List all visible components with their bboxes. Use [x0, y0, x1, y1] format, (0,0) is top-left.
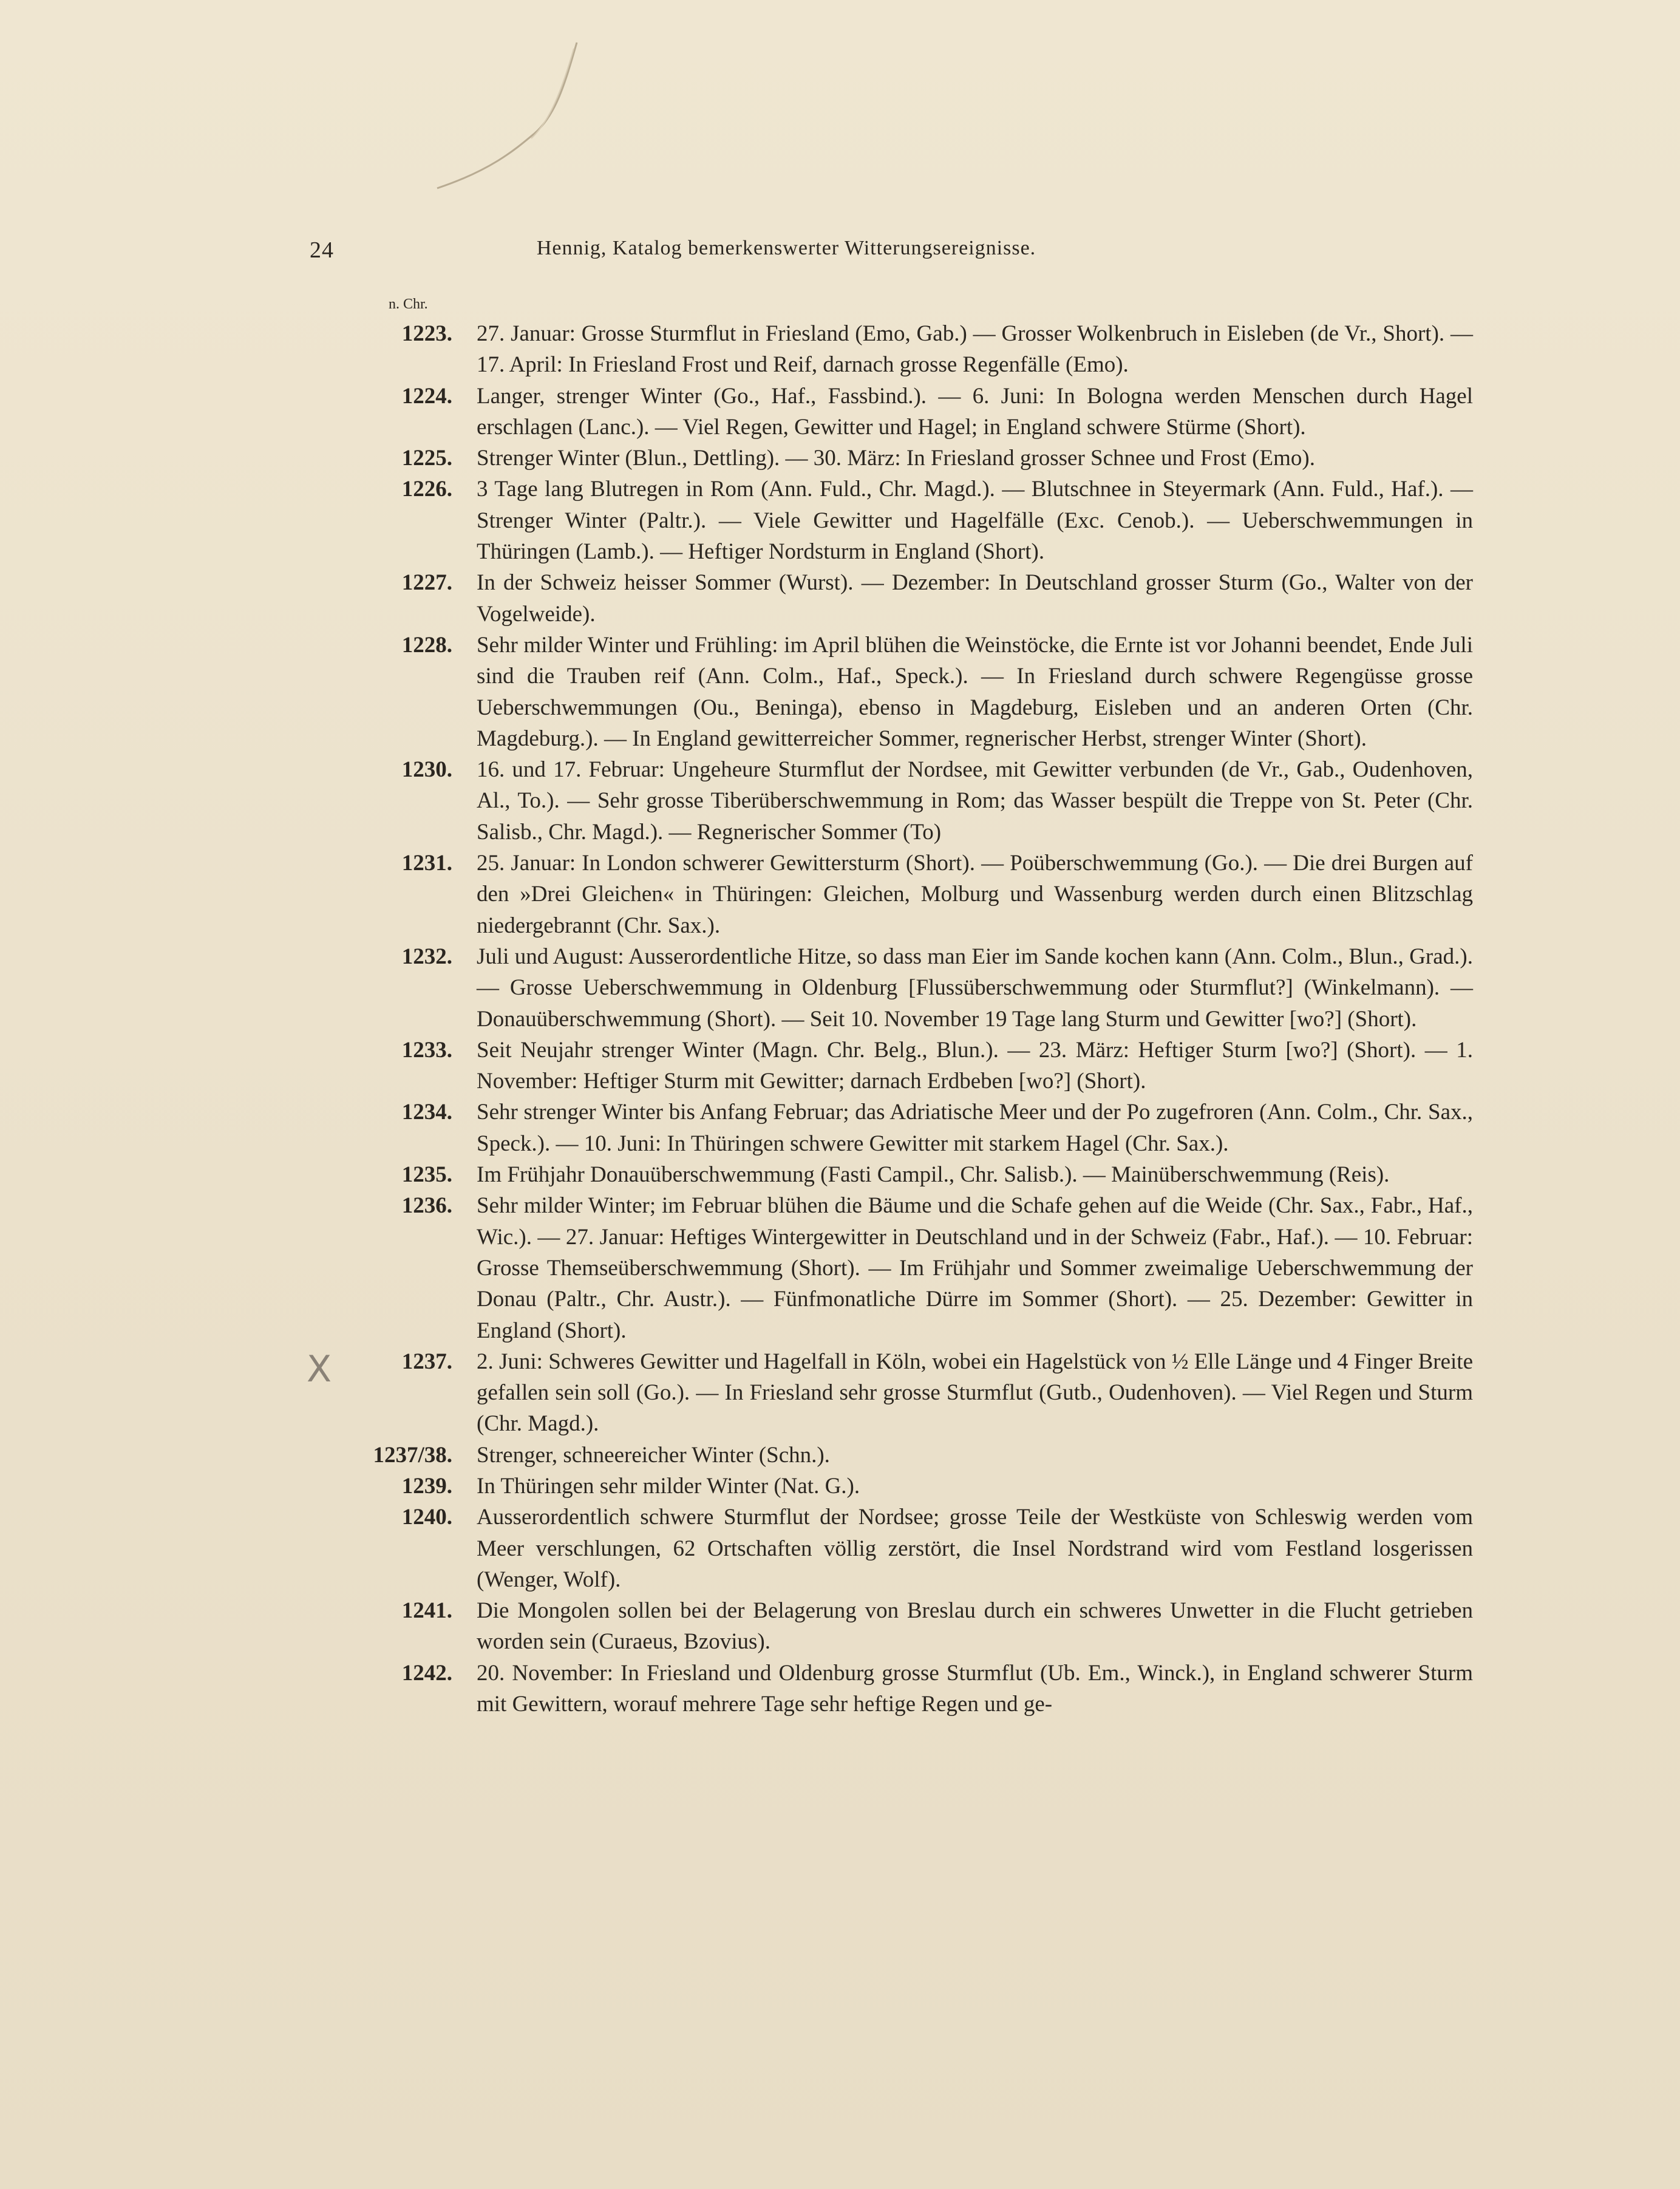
entry-text: Strenger, schneereicher Winter (Schn.).	[477, 1442, 830, 1468]
entry-year: 1224.	[401, 383, 452, 409]
entry-text: 27. Januar: Grosse Sturmflut in Friesland (Emo, Gab.) — Grosser Wolkenbruch in Eisleben (de Vr., Short). — 17. April: In Friesland Frost und Reif, darnach grosse Regenfälle (Emo).	[477, 321, 1473, 378]
entry	[316, 381, 1473, 443]
entry	[316, 1346, 1473, 1440]
entry-year: 1231.	[401, 851, 452, 876]
entry	[316, 1097, 1473, 1159]
page-number: 24	[310, 237, 334, 263]
entry-text: 16. und 17. Februar: Ungeheure Sturmflut der Nordsee, mit Gewitter verbunden (de Vr., Gab., Oudenhoven, Al., To.). — Sehr grosse Tiberüberschwemmung in Rom; das Wasser bespült die Treppe von St. Peter (Chr. Salisb., Chr. Magd.). — Regnerischer Sommer (To)	[477, 757, 1473, 845]
entry	[316, 1502, 1473, 1595]
entry	[316, 941, 1473, 1035]
entry-text: 2. Juni: Schweres Gewitter und Hagelfall in Köln, wobei ein Hagelstück von ½ Elle Länge und 4 Finger Breite gefallen sein soll (Go.). — In Friesland sehr grosse Sturmflut (Gutb., Oudenhoven). — Viel Regen und Sturm (Chr. Magd.).	[477, 1349, 1473, 1437]
entry	[316, 1595, 1473, 1658]
running-title: Hennig, Katalog bemerkenswerter Witterungsereignisse.	[536, 237, 1036, 259]
entry-text: Im Frühjahr Donauüberschwemmung (Fasti Campil., Chr. Salisb.). — Mainüberschwemmung (Reis).	[477, 1162, 1390, 1188]
era-label: n. Chr.	[389, 296, 428, 312]
entry	[316, 848, 1473, 941]
entry	[316, 1159, 1473, 1190]
entry-year: 1228.	[401, 632, 452, 658]
entry-year: 1233.	[401, 1037, 452, 1063]
entry-year: 1232.	[401, 944, 452, 969]
entry	[316, 754, 1473, 848]
entry-year: 1235.	[401, 1162, 452, 1188]
entry-year: 1241.	[401, 1598, 452, 1624]
margin-mark: X	[307, 1348, 332, 1391]
entry-year: 1226.	[401, 477, 452, 502]
entry-text: In der Schweiz heisser Sommer (Wurst). — Dezember: In Deutschland grosser Sturm (Go., Walter von der Vogelweide).	[477, 570, 1473, 627]
entry-year: 1240.	[401, 1505, 452, 1530]
entry-year: 1237/38.	[373, 1442, 452, 1468]
paper-crease	[425, 36, 583, 194]
entry-year: 1242.	[401, 1660, 452, 1686]
entry-text: Seit Neujahr strenger Winter (Magn. Chr. Belg., Blun.). — 23. März: Heftiger Sturm [wo?] (Short). — 1. November: Heftiger Sturm mit Gewitter; darnach Erdbeben [wo?] (Short).	[477, 1037, 1473, 1094]
entry	[316, 630, 1473, 754]
entry-text: Langer, strenger Winter (Go., Haf., Fassbind.). — 6. Juni: In Bologna werden Menschen durch Hagel erschlagen (Lanc.). — Viel Regen, Gewitter und Hagel; in England schwere Stürme (Short).	[477, 383, 1473, 440]
page-header	[310, 237, 1190, 267]
entry	[316, 1035, 1473, 1097]
entry	[316, 1658, 1473, 1720]
entry-text: Juli und August: Ausserordentliche Hitze, so dass man Eier im Sande kochen kann (Ann. Colm., Blun., Grad.). — Grosse Ueberschwemmung in Oldenburg [Flussüberschwemmung oder Sturmflut?] (Winkelmann). — Donauüberschwemmung (Short). — Seit 10. November 19 Tage lang Sturm und Gewitter [wo?] (Short).	[477, 944, 1473, 1032]
entry-year: 1239.	[401, 1473, 452, 1499]
entry-year: 1227.	[401, 570, 452, 596]
entry	[316, 474, 1473, 567]
entry	[316, 443, 1473, 474]
entry	[316, 318, 1473, 381]
entry-year: 1237.	[401, 1349, 452, 1374]
entry	[316, 567, 1473, 630]
entry-year: 1230.	[401, 757, 452, 783]
entry-text: 3 Tage lang Blutregen in Rom (Ann. Fuld., Chr. Magd.). — Blutschnee in Steyermark (Ann. Fuld., Haf.). — Strenger Winter (Paltr.). — Viele Gewitter und Hagelfälle (Exc. Cenob.). — Ueberschwemmungen in Thüringen (Lamb.). — Heftiger Nordsturm in England (Short).	[477, 477, 1473, 565]
entry-text: Ausserordentlich schwere Sturmflut der Nordsee; grosse Teile der Westküste von Schleswig werden vom Meer verschlungen, 62 Ortschaften völlig zerstört, die Insel Nordstrand wird vom Festland losgerissen (Wenger, Wolf).	[477, 1505, 1473, 1592]
entry-text: Sehr strenger Winter bis Anfang Februar; das Adriatische Meer und der Po zugefroren (Ann. Colm., Chr. Sax., Speck.). — 10. Juni: In Thüringen schwere Gewitter mit starkem Hagel (Chr. Sax.).	[477, 1100, 1473, 1156]
entry-text: Strenger Winter (Blun., Dettling). — 30. März: In Friesland grosser Schnee und Frost (Emo).	[477, 446, 1315, 471]
entry	[316, 1190, 1473, 1346]
entry	[316, 1440, 1473, 1471]
entry-text: In Thüringen sehr milder Winter (Nat. G.).	[477, 1473, 860, 1499]
entry-text: Sehr milder Winter und Frühling: im April blühen die Weinstöcke, die Ernte ist vor Johanni beendet, Ende Juli sind die Trauben reif (Ann. Colm., Haf., Speck.). — In Friesland durch schwere Regengüsse grosse Ueberschwemmungen (Ou., Beninga), ebenso in Magdeburg, Eisleben und an anderen Orten (Chr. Magdeburg.). — In England gewitterreicher Sommer, regnerischer Herbst, strenger Winter (Short).	[477, 632, 1473, 751]
entry-text: Die Mongolen sollen bei der Belagerung von Breslau durch ein schweres Unwetter in die Flucht getrieben worden sein (Curaeus, Bzovius).	[477, 1598, 1473, 1655]
entry-year: 1234.	[401, 1100, 452, 1125]
entry-year: 1236.	[401, 1193, 452, 1219]
entry	[316, 1471, 1473, 1502]
entry-year: 1225.	[401, 446, 452, 471]
entry-year: 1223.	[401, 321, 452, 346]
entry-text: 20. November: In Friesland und Oldenburg grosse Sturmflut (Ub. Em., Winck.), in England schwerer Sturm mit Gewittern, worauf mehrere Tage sehr heftige Regen und ge-	[477, 1660, 1473, 1717]
entry-text: Sehr milder Winter; im Februar blühen die Bäume und die Schafe gehen auf die Weide (Chr. Sax., Fabr., Haf., Wic.). — 27. Januar: Heftiges Wintergewitter in Deutschland und in der Schweiz (Fabr., Haf.). — 10. Februar: Grosse Themseüberschwemmung (Short). — Im Frühjahr und Sommer zweimalige Ueberschwemmung der Donau (Paltr., Chr. Austr.). — Fünfmonatliche Dürre im Sommer (Short). — 25. Dezember: Gewitter in England (Short).	[477, 1193, 1473, 1343]
entry-text: 25. Januar: In London schwerer Gewittersturm (Short). — Poüberschwemmung (Go.). — Die drei Burgen auf den »Drei Gleichen« in Thüringen: Gleichen, Molburg und Wassenburg werden durch einen Blitzschlag niedergebrannt (Chr. Sax.).	[477, 851, 1473, 938]
entry-list	[316, 318, 1473, 1720]
